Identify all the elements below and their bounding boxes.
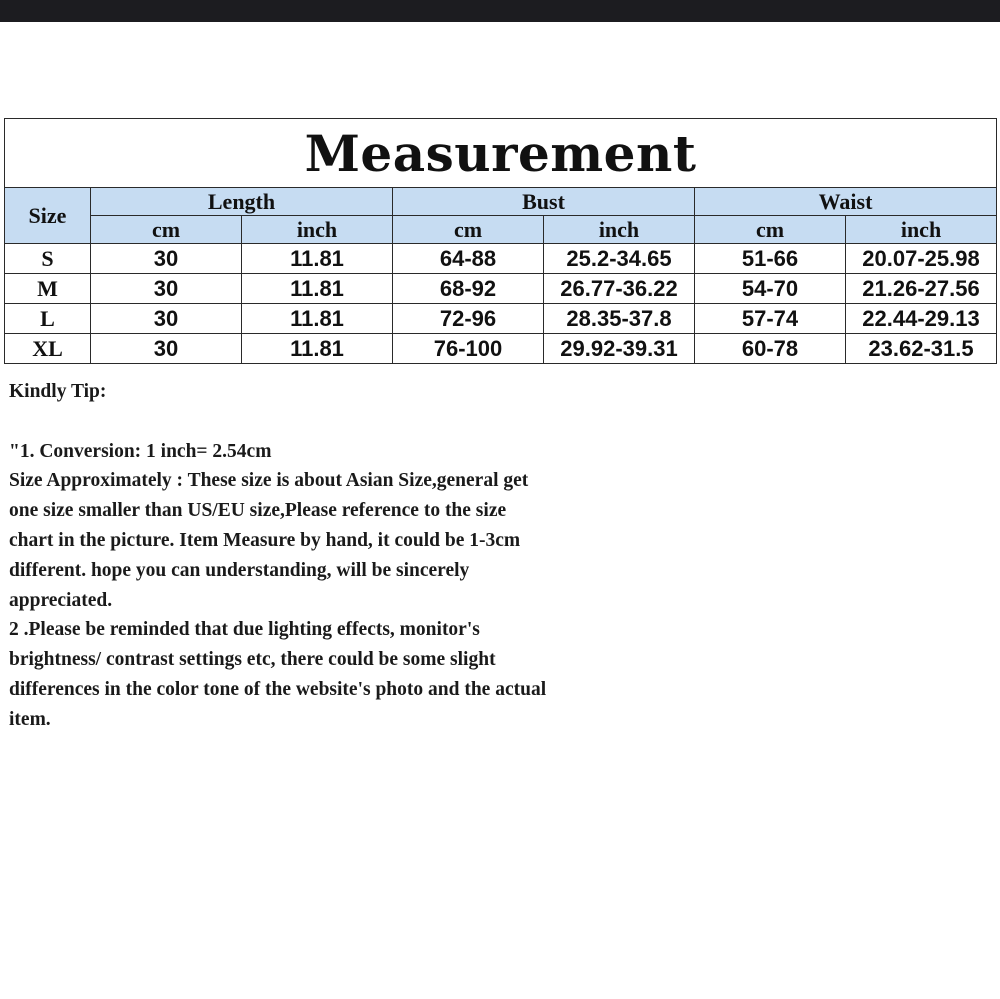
tip-line: 2 .Please be reminded that due lighting effects, monitor's <box>9 619 480 641</box>
value-cell: 26.77-36.22 <box>544 274 695 304</box>
kindly-tip-section <box>9 377 709 735</box>
size-chart-container <box>4 118 996 364</box>
tip-line: brightness/ contrast settings etc, there could be some slight <box>9 649 496 671</box>
value-cell: 30 <box>91 334 242 364</box>
size-column-header: Size <box>5 188 91 244</box>
value-cell: 76-100 <box>393 334 544 364</box>
tip-heading: Kindly Tip: <box>9 381 107 402</box>
tip-line: "1. Conversion: 1 inch= 2.54cm <box>9 440 272 462</box>
table-row <box>5 244 997 274</box>
table-row <box>5 334 997 364</box>
value-cell: 30 <box>91 304 242 334</box>
group-header-bust: Bust <box>393 188 695 216</box>
size-cell: L <box>5 304 91 334</box>
value-cell: 23.62-31.5 <box>846 334 997 364</box>
unit-header: cm <box>91 216 242 244</box>
value-cell: 30 <box>91 244 242 274</box>
size-chart-table <box>4 118 997 364</box>
value-cell: 11.81 <box>242 304 393 334</box>
unit-header: inch <box>544 216 695 244</box>
value-cell: 20.07-25.98 <box>846 244 997 274</box>
tip-line: Size Approximately : These size is about Asian Size,general get <box>9 470 529 492</box>
tip-line: item. <box>9 708 51 730</box>
size-cell: M <box>5 274 91 304</box>
tip-line: appreciated. <box>9 589 113 611</box>
chart-title: Measurement <box>5 119 997 188</box>
table-row <box>5 274 997 304</box>
table-row <box>5 304 997 334</box>
value-cell: 21.26-27.56 <box>846 274 997 304</box>
size-cell: S <box>5 244 91 274</box>
tip-line: different. hope you can understanding, will be sincerely <box>9 559 470 581</box>
value-cell: 11.81 <box>242 244 393 274</box>
unit-header: inch <box>242 216 393 244</box>
group-header-length: Length <box>91 188 393 216</box>
tip-line: chart in the picture. Item Measure by hand, it could be 1-3cm <box>9 529 521 551</box>
size-cell: XL <box>5 334 91 364</box>
value-cell: 54-70 <box>695 274 846 304</box>
value-cell: 60-78 <box>695 334 846 364</box>
unit-header: cm <box>393 216 544 244</box>
tip-line: one size smaller than US/EU size,Please reference to the size <box>9 500 507 522</box>
value-cell: 11.81 <box>242 274 393 304</box>
unit-header: inch <box>846 216 997 244</box>
value-cell: 68-92 <box>393 274 544 304</box>
tip-line: differences in the color tone of the website's photo and the actual <box>9 678 547 700</box>
value-cell: 30 <box>91 274 242 304</box>
value-cell: 51-66 <box>695 244 846 274</box>
value-cell: 29.92-39.31 <box>544 334 695 364</box>
unit-header: cm <box>695 216 846 244</box>
value-cell: 25.2-34.65 <box>544 244 695 274</box>
value-cell: 11.81 <box>242 334 393 364</box>
value-cell: 28.35-37.8 <box>544 304 695 334</box>
value-cell: 57-74 <box>695 304 846 334</box>
value-cell: 72-96 <box>393 304 544 334</box>
top-bar <box>0 0 1000 22</box>
value-cell: 64-88 <box>393 244 544 274</box>
value-cell: 22.44-29.13 <box>846 304 997 334</box>
group-header-waist: Waist <box>695 188 997 216</box>
